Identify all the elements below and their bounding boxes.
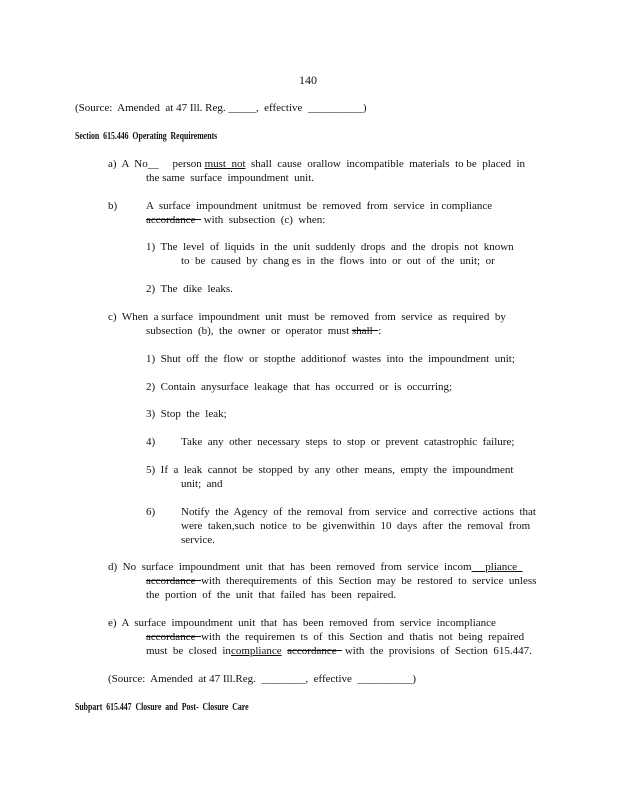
paragraph-a-line: the same surface impoundment unit.: [146, 172, 315, 184]
paragraph-b-line: A surface impoundment unitmust be removed from service in compliance: [146, 200, 493, 212]
item-c6-label: 6): [146, 506, 156, 518]
inserted-text: must not: [204, 158, 246, 170]
source-note-top: [75, 102, 367, 115]
paragraph-d-line: the portion of the unit that failed has been repaired.: [146, 589, 397, 601]
date-blank: __________): [307, 102, 367, 114]
deleted-text: shall: [351, 325, 379, 337]
text-span: :: [378, 325, 382, 337]
item-c6-line: Notify the Agency of the removal from service and corrective actions that: [181, 506, 536, 518]
paragraph-c-line: c) When a surface impoundment unit must be removed from service as required by: [108, 311, 506, 323]
source-prefix: (Source: Amended at 47 Ill.Reg.: [108, 673, 256, 685]
date-blank: ________: [261, 673, 306, 685]
text-span: subsection (b), the owner or operator must: [146, 325, 352, 337]
paragraph-d-line: [108, 561, 523, 574]
text-span: shall cause orallow incompatible materials to be placed in: [245, 158, 526, 170]
inserted-text: compliance: [230, 645, 282, 657]
item-c4: Take any other necessary steps to stop or prevent catastrophic failure;: [181, 436, 515, 448]
text-span: with the requiremen ts of this Section and thatis not being repaired: [200, 631, 525, 643]
date-blank: _____: [228, 102, 256, 114]
paragraph-e-line: [146, 645, 532, 658]
date-blank: __________): [357, 673, 417, 685]
deleted-text: accordance: [287, 645, 343, 657]
subpart-heading: Subpart 615.447 Closure and Post- Closure Care: [75, 702, 249, 713]
paragraph-c-line: [146, 325, 381, 338]
deleted-text: accordance: [146, 575, 201, 587]
source-note-bottom: [108, 673, 416, 686]
paragraph-e-line: e) A surface impoundment unit that has been removed from service incompliance: [108, 617, 496, 629]
item-c5-line: 5) If a leak cannot be stopped by any other means, empty the impoundment: [146, 464, 514, 476]
text-span: must be closed in: [146, 645, 231, 657]
deleted-text: accordance: [146, 214, 201, 226]
item-c3: 3) Stop the leak;: [146, 408, 227, 420]
source-prefix: (Source: Amended at 47 Ill. Reg.: [75, 102, 226, 114]
item-c5-line: unit; and: [181, 478, 223, 490]
paragraph-a-line: [108, 158, 525, 171]
section-heading: Section 615.446 Operating Requirements: [75, 131, 218, 142]
item-b1-line: 1) The level of liquids in the unit suddenly drops and the dropis not known: [146, 241, 514, 253]
effective-label: , effective: [305, 673, 352, 685]
paragraph-b-label: b): [108, 200, 118, 212]
text-span: with therequirements of this Section may be restored to service unless: [200, 575, 537, 587]
item-c6-line: service.: [181, 534, 215, 546]
deleted-text: accordance: [146, 631, 201, 643]
paragraph-b-line: [146, 214, 325, 227]
paragraph-e-line: [146, 631, 524, 644]
text-span: person: [158, 158, 205, 170]
text-span: a) A No__: [108, 158, 159, 170]
text-span: d) No surface impoundment unit that has been removed from service incom: [108, 561, 472, 573]
paragraph-d-line: [146, 575, 536, 588]
item-b1-line: to be caused by chang es in the flows into or out of the unit; or: [181, 255, 495, 267]
text-span: with subsection (c) when:: [200, 214, 326, 226]
text-span: with the provisions of Section 615.447.: [342, 645, 532, 657]
item-c6-line: were taken,such notice to be givenwithin 10 days after the removal from: [181, 520, 531, 532]
inserted-text: pliance: [471, 561, 523, 573]
item-c4-label: 4): [146, 436, 156, 448]
item-c2: 2) Contain anysurface leakage that has occurred or is occurring;: [146, 381, 453, 393]
item-c1: 1) Shut off the flow or stopthe additionof wastes into the impoundment unit;: [146, 353, 515, 365]
effective-label: , effective: [255, 102, 303, 114]
page-number: 140: [299, 73, 317, 87]
item-b2-line: 2) The dike leaks.: [146, 283, 233, 295]
